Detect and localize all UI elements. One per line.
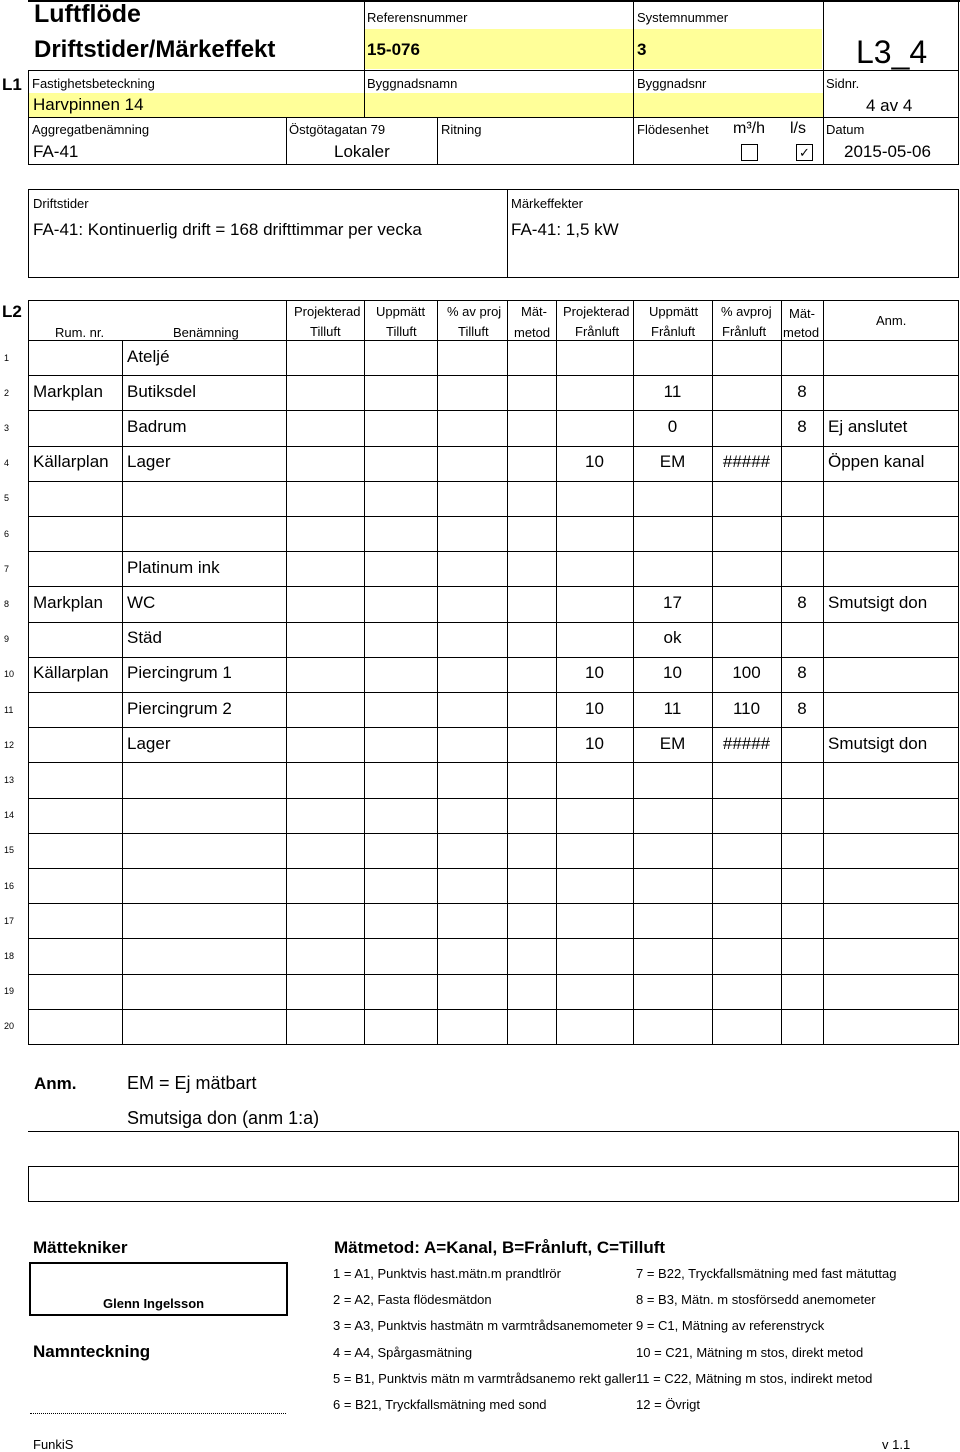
method-item: 10 = C21, Mätning m stos, direkt metod <box>636 1345 864 1360</box>
cell-uf[interactable]: 17 <box>663 593 682 612</box>
mattekniker-label: Mättekniker <box>33 1238 128 1257</box>
aggregat-value[interactable]: FA-41 <box>33 142 79 161</box>
cell-anm[interactable]: Smutsigt don <box>828 593 928 612</box>
sheet-code: L3_4 <box>856 34 928 70</box>
method-item: 11 = C22, Mätning m stos, indirekt metod <box>636 1371 873 1386</box>
method-item: 4 = A4, Spårgasmätning <box>333 1345 473 1360</box>
cell-mf[interactable]: 8 <box>797 417 807 436</box>
row-number: 15 <box>4 845 15 855</box>
markeffekter-value[interactable]: FA-41: 1,5 kW <box>511 220 619 239</box>
col-header-proj-franluft-sub: Frånluft <box>575 324 620 339</box>
row-number: 8 <box>4 599 10 609</box>
cell-ben[interactable]: Butiksdel <box>127 382 196 401</box>
address-label: Östgötagatan 79 <box>289 122 386 137</box>
ritning-label: Ritning <box>441 122 482 137</box>
cell-pf[interactable]: 10 <box>585 663 604 682</box>
row-number: 6 <box>4 529 10 539</box>
col-header-upp-franluft-sub: Frånluft <box>651 324 696 339</box>
col-header-upp-tilluft: Uppmätt <box>376 304 426 319</box>
fastighet-label: Fastighetsbeteckning <box>32 76 155 91</box>
cell-mf[interactable]: 8 <box>797 699 807 718</box>
aggregat-label: Aggregatbenämning <box>32 122 150 137</box>
namnteckning-label: Namnteckning <box>33 1342 151 1361</box>
cell-uf[interactable]: 11 <box>663 382 682 401</box>
col-header-rum: Rum. nr. <box>55 325 105 340</box>
cell-rum[interactable]: Källarplan <box>33 452 109 471</box>
datum-label: Datum <box>826 122 865 137</box>
cell-ben[interactable]: Piercingrum 2 <box>127 699 232 718</box>
form-title: Luftflöde <box>34 0 141 28</box>
notes-line-2[interactable]: Smutsiga don (anm 1:a) <box>127 1108 320 1128</box>
byggnadsnamn-label: Byggnadsnamn <box>367 76 458 91</box>
col-header-pct-franluft-sub: Frånluft <box>722 324 767 339</box>
row-number: 7 <box>4 564 10 574</box>
cell-pctf[interactable]: 100 <box>732 663 761 682</box>
cell-uf[interactable]: EM <box>659 734 686 753</box>
section-l2-marker: L2 <box>2 302 22 321</box>
sidnr-value[interactable]: 4 av 4 <box>866 96 913 115</box>
driftstider-value[interactable]: FA-41: Kontinuerlig drift = 168 drifttimmar per vecka <box>33 220 422 239</box>
cell-pctf[interactable]: ##### <box>722 734 771 753</box>
col-header-proj-tilluft-sub: Tilluft <box>310 324 341 339</box>
cell-rum[interactable]: Markplan <box>33 593 103 612</box>
col-header-benamning: Benämning <box>173 325 239 340</box>
cell-anm[interactable]: Öppen kanal <box>828 452 925 471</box>
method-item: 3 = A3, Punktvis hastmätn m varmtrådsanemometer <box>333 1318 633 1333</box>
col-header-pct-tilluft: % av proj <box>447 304 502 319</box>
col-header-upp-tilluft-sub: Tilluft <box>386 324 417 339</box>
cell-ben[interactable]: WC <box>127 593 156 612</box>
cell-ben[interactable]: Badrum <box>127 417 187 436</box>
sys-field-bg <box>634 29 822 69</box>
byggnadsnr-label: Byggnadsnr <box>637 76 707 91</box>
method-item: 2 = A2, Fasta flödesmätdon <box>333 1292 492 1307</box>
cell-ben[interactable]: Lager <box>127 734 171 753</box>
row-number: 16 <box>4 881 15 891</box>
cell-pctf[interactable]: 110 <box>732 699 761 718</box>
unit-ls-checkbox[interactable] <box>796 144 813 161</box>
row-number: 13 <box>4 775 15 785</box>
notes-label: Anm. <box>34 1074 77 1093</box>
row-number: 14 <box>4 810 15 820</box>
driftstider-label: Driftstider <box>33 196 89 211</box>
cell-ben[interactable]: Ateljé <box>127 347 170 366</box>
method-item: 1 = A1, Punktvis hast.mätn.m prandtlrör <box>333 1266 561 1281</box>
notes-line-1[interactable]: EM = Ej mätbart <box>127 1073 257 1093</box>
cell-uf[interactable]: ok <box>663 628 682 647</box>
method-item: 8 = B3, Mätn. m stosförsedd anemometer <box>636 1292 876 1307</box>
row-number: 1 <box>4 353 10 363</box>
ref-value[interactable]: 15-076 <box>367 40 420 59</box>
ref-label: Referensnummer <box>367 10 468 25</box>
method-item: 6 = B21, Tryckfallsmätning med sond <box>333 1397 547 1412</box>
cell-mf[interactable]: 8 <box>797 382 807 401</box>
fastighet-field-bg <box>29 93 823 117</box>
row-number: 11 <box>4 705 14 715</box>
row-number: 19 <box>4 986 15 996</box>
matmetod-title: Mätmetod: A=Kanal, B=Frånluft, C=Tilluft <box>334 1238 666 1257</box>
cell-pctf[interactable]: ##### <box>722 452 771 471</box>
method-item: 5 = B1, Punktvis mätn m varmtrådsanemo rekt galler <box>333 1371 637 1386</box>
col-header-matmetod-1: Mät- <box>521 304 547 319</box>
cell-ben[interactable]: Piercingrum 1 <box>127 663 232 682</box>
version-label: v 1.1 <box>882 1437 911 1452</box>
row-number: 18 <box>4 951 15 961</box>
signature-line[interactable] <box>30 1413 286 1414</box>
form-subtitle: Driftstider/Märkeffekt <box>34 36 276 63</box>
address-value[interactable]: Lokaler <box>334 142 390 161</box>
row-number: 3 <box>4 423 10 433</box>
cell-ben[interactable]: Lager <box>127 452 171 471</box>
cell-pf[interactable]: 10 <box>585 734 604 753</box>
sys-label: Systemnummer <box>637 10 729 25</box>
cell-mf[interactable]: 8 <box>797 663 807 682</box>
unit-m3h-checkbox[interactable] <box>741 144 758 161</box>
cell-pf[interactable]: 10 <box>585 452 604 471</box>
mattekniker-value: Glenn Ingelsson <box>103 1296 205 1311</box>
method-item: 12 = Övrigt <box>636 1397 700 1412</box>
cell-uf[interactable]: 10 <box>663 663 682 682</box>
check-icon: ✓ <box>799 145 810 160</box>
row-number: 20 <box>4 1021 15 1031</box>
flode-label: Flödesenhet <box>637 122 709 137</box>
fastighet-value[interactable]: Harvpinnen 14 <box>33 95 144 114</box>
mattekniker-field[interactable] <box>29 1262 288 1316</box>
col-header-matmetod-1-sub: metod <box>514 325 551 340</box>
unit-ls-label: l/s <box>790 120 806 137</box>
col-header-anm: Anm. <box>876 313 907 328</box>
col-header-upp-franluft: Uppmätt <box>649 304 699 319</box>
col-header-matmetod-2-sub: metod <box>783 325 820 340</box>
row-number: 17 <box>4 916 15 926</box>
col-header-pct-franluft: % avproj <box>721 304 772 319</box>
cell-rum[interactable]: Källarplan <box>33 663 109 682</box>
sys-value[interactable]: 3 <box>637 40 647 59</box>
cell-mf[interactable]: 8 <box>797 593 807 612</box>
col-header-pct-tilluft-sub: Tilluft <box>458 324 489 339</box>
col-header-proj-franluft: Projekterad <box>563 304 630 319</box>
section-l1-marker: L1 <box>2 75 22 94</box>
col-header-matmetod-2: Mät- <box>789 306 815 321</box>
unit-m3h-label: m³/h <box>733 120 765 137</box>
row-number: 10 <box>4 669 15 679</box>
cell-anm[interactable]: Smutsigt don <box>828 734 928 753</box>
datum-value[interactable]: 2015-05-06 <box>844 142 931 161</box>
sidnr-label: Sidnr. <box>826 76 860 91</box>
row-number: 12 <box>4 740 15 750</box>
col-header-proj-tilluft: Projekterad <box>294 304 361 319</box>
row-number: 5 <box>4 493 10 503</box>
method-item: 7 = B22, Tryckfallsmätning med fast mätuttag <box>636 1266 897 1281</box>
row-number: 4 <box>4 458 10 468</box>
row-number: 9 <box>4 634 10 644</box>
brand-label: FunkiS <box>33 1437 74 1452</box>
cell-pf[interactable]: 10 <box>585 699 604 718</box>
markeffekter-label: Märkeffekter <box>511 196 584 211</box>
cell-uf[interactable]: EM <box>659 452 686 471</box>
cell-rum[interactable]: Markplan <box>33 382 103 401</box>
cell-ben[interactable]: Städ <box>127 628 162 647</box>
row-number: 2 <box>4 388 10 398</box>
cell-uf[interactable]: 0 <box>667 417 678 436</box>
cell-anm[interactable]: Ej anslutet <box>828 417 908 436</box>
method-item: 9 = C1, Mätning av referenstryck <box>636 1318 825 1333</box>
cell-ben[interactable]: Platinum ink <box>127 558 220 577</box>
cell-uf[interactable]: 11 <box>663 699 682 718</box>
